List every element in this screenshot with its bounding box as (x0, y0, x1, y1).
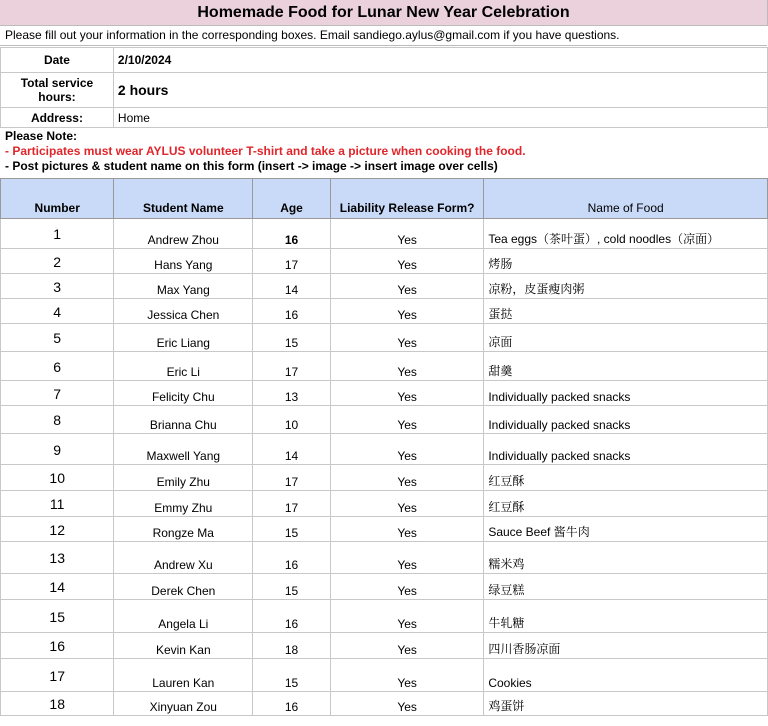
sheet-title: Homemade Food for Lunar New Year Celebration (0, 0, 768, 26)
liability-cell[interactable]: Yes (330, 249, 483, 274)
student-name-cell[interactable]: Emmy Zhu (114, 491, 253, 517)
student-name-cell[interactable]: Brianna Chu (114, 406, 253, 434)
table-row (1, 517, 768, 542)
food-cell[interactable]: Sauce Beef 酱牛肉 (484, 517, 768, 542)
column-header-student-name[interactable]: Student Name (114, 179, 253, 219)
note-heading: Please Note: (5, 129, 78, 143)
row-number[interactable]: 15 (1, 600, 114, 633)
age-cell[interactable]: 17 (253, 249, 331, 274)
age-cell[interactable]: 15 (253, 324, 331, 352)
student-name-cell[interactable]: Hans Yang (114, 249, 253, 274)
liability-cell[interactable]: Yes (330, 324, 483, 352)
column-header-age[interactable]: Age (253, 179, 331, 219)
row-number[interactable]: 9 (1, 434, 114, 465)
student-name-cell[interactable]: Eric Li (114, 352, 253, 381)
age-cell[interactable]: 17 (253, 352, 331, 381)
row-number[interactable]: 7 (1, 381, 114, 406)
student-name-cell[interactable]: Andrew Xu (114, 542, 253, 574)
liability-cell[interactable]: Yes (330, 299, 483, 324)
food-cell[interactable]: 烤肠 (484, 249, 768, 274)
age-cell[interactable]: 15 (253, 517, 331, 542)
food-cell[interactable]: Individually packed snacks (484, 381, 768, 406)
row-number[interactable]: 1 (1, 219, 114, 249)
age-cell[interactable]: 16 (253, 219, 331, 249)
liability-cell[interactable]: Yes (330, 600, 483, 633)
food-cell[interactable]: 红豆酥 (484, 465, 768, 491)
food-cell[interactable]: Individually packed snacks (484, 434, 768, 465)
food-cell[interactable]: Tea eggs（茶叶蛋）, cold noodles（凉面） (484, 219, 768, 249)
roster-table (0, 178, 768, 716)
table-row (1, 491, 768, 517)
age-cell[interactable]: 16 (253, 600, 331, 633)
table-row (1, 381, 768, 406)
liability-cell[interactable]: Yes (330, 381, 483, 406)
food-cell[interactable]: 蛋挞 (484, 299, 768, 324)
row-number[interactable]: 18 (1, 692, 114, 716)
liability-cell[interactable]: Yes (330, 659, 483, 692)
student-name-cell[interactable]: Maxwell Yang (114, 434, 253, 465)
column-header-number[interactable]: Number (1, 179, 114, 219)
table-row (1, 434, 768, 465)
row-number[interactable]: 5 (1, 324, 114, 352)
liability-cell[interactable]: Yes (330, 491, 483, 517)
food-cell[interactable]: 红豆酥 (484, 491, 768, 517)
student-name-cell[interactable]: Max Yang (114, 274, 253, 299)
food-cell[interactable]: 糯米鸡 (484, 542, 768, 574)
liability-cell[interactable]: Yes (330, 542, 483, 574)
column-header-liability[interactable]: Liability Release Form? (330, 179, 483, 219)
student-name-cell[interactable]: Andrew Zhou (114, 219, 253, 249)
food-cell[interactable]: Cookies (484, 659, 768, 692)
student-name-cell[interactable]: Jessica Chen (114, 299, 253, 324)
food-cell[interactable]: Individually packed snacks (484, 406, 768, 434)
student-name-cell[interactable]: Eric Liang (114, 324, 253, 352)
liability-cell[interactable]: Yes (330, 219, 483, 249)
age-cell[interactable]: 13 (253, 381, 331, 406)
table-row (1, 274, 768, 299)
table-row (1, 542, 768, 574)
row-number[interactable]: 12 (1, 517, 114, 542)
note-line-pictures: - Post pictures & student name on this form (insert -> image -> insert image over cells) (5, 159, 498, 173)
student-name-cell[interactable]: Kevin Kan (114, 633, 253, 659)
roster-body (1, 219, 768, 716)
student-name-cell[interactable]: Rongze Ma (114, 517, 253, 542)
hours-value[interactable]: 2 hours (113, 73, 767, 108)
liability-cell[interactable]: Yes (330, 465, 483, 491)
table-row (1, 465, 768, 491)
row-number[interactable]: 3 (1, 274, 114, 299)
table-row (1, 574, 768, 600)
date-value[interactable]: 2/10/2024 (113, 48, 767, 73)
food-cell[interactable]: 绿豆糕 (484, 574, 768, 600)
age-cell[interactable]: 10 (253, 406, 331, 434)
info-table (0, 47, 768, 128)
age-cell[interactable]: 14 (253, 434, 331, 465)
food-cell[interactable]: 凉面 (484, 324, 768, 352)
address-label: Address: (1, 108, 114, 128)
food-cell[interactable]: 甜羹 (484, 352, 768, 381)
note-line-tshirt: - Participates must wear AYLUS volunteer T-shirt and take a picture when cooking the food. (5, 144, 526, 158)
age-cell[interactable]: 17 (253, 465, 331, 491)
table-row (1, 352, 768, 381)
age-cell[interactable]: 15 (253, 659, 331, 692)
food-cell[interactable]: 牛轧糖 (484, 600, 768, 633)
table-row (1, 659, 768, 692)
liability-cell[interactable]: Yes (330, 274, 483, 299)
age-cell[interactable]: 16 (253, 542, 331, 574)
liability-cell[interactable]: Yes (330, 517, 483, 542)
row-number[interactable]: 4 (1, 299, 114, 324)
age-cell[interactable]: 15 (253, 574, 331, 600)
student-name-cell[interactable]: Derek Chen (114, 574, 253, 600)
food-cell[interactable]: 四川香肠凉面 (484, 633, 768, 659)
table-row (1, 249, 768, 274)
student-name-cell[interactable]: Xinyuan Zou (114, 692, 253, 716)
liability-cell[interactable]: Yes (330, 692, 483, 716)
student-name-cell[interactable]: Lauren Kan (114, 659, 253, 692)
table-row (1, 299, 768, 324)
date-label: Date (1, 48, 114, 73)
liability-cell[interactable]: Yes (330, 633, 483, 659)
student-name-cell[interactable]: Angela Li (114, 600, 253, 633)
row-number[interactable]: 17 (1, 659, 114, 692)
table-row (1, 406, 768, 434)
student-name-cell[interactable]: Emily Zhu (114, 465, 253, 491)
age-cell[interactable]: 16 (253, 692, 331, 716)
age-cell[interactable]: 17 (253, 491, 331, 517)
row-number[interactable]: 8 (1, 406, 114, 434)
row-number[interactable]: 2 (1, 249, 114, 274)
age-cell[interactable]: 18 (253, 633, 331, 659)
age-cell[interactable]: 14 (253, 274, 331, 299)
note-block (5, 129, 526, 174)
column-header-food[interactable]: Name of Food (484, 179, 768, 219)
row-number[interactable]: 11 (1, 491, 114, 517)
instructions-text: Please fill out your information in the corresponding boxes. Email sandiego.aylus@gmail.com if you have questions. (0, 26, 767, 46)
row-number[interactable]: 10 (1, 465, 114, 491)
table-row (1, 324, 768, 352)
food-cell[interactable]: 鸡蛋饼 (484, 692, 768, 716)
liability-cell[interactable]: Yes (330, 406, 483, 434)
liability-cell[interactable]: Yes (330, 434, 483, 465)
row-number[interactable]: 6 (1, 352, 114, 381)
table-row (1, 219, 768, 249)
food-cell[interactable]: 凉粉，皮蛋瘦肉粥 (484, 274, 768, 299)
liability-cell[interactable]: Yes (330, 574, 483, 600)
row-number[interactable]: 14 (1, 574, 114, 600)
age-cell[interactable]: 16 (253, 299, 331, 324)
row-number[interactable]: 16 (1, 633, 114, 659)
table-row (1, 692, 768, 716)
address-value[interactable]: Home (113, 108, 767, 128)
row-number[interactable]: 13 (1, 542, 114, 574)
table-row (1, 633, 768, 659)
liability-cell[interactable]: Yes (330, 352, 483, 381)
hours-label: Total service hours: (1, 73, 114, 108)
table-row (1, 600, 768, 633)
student-name-cell[interactable]: Felicity Chu (114, 381, 253, 406)
